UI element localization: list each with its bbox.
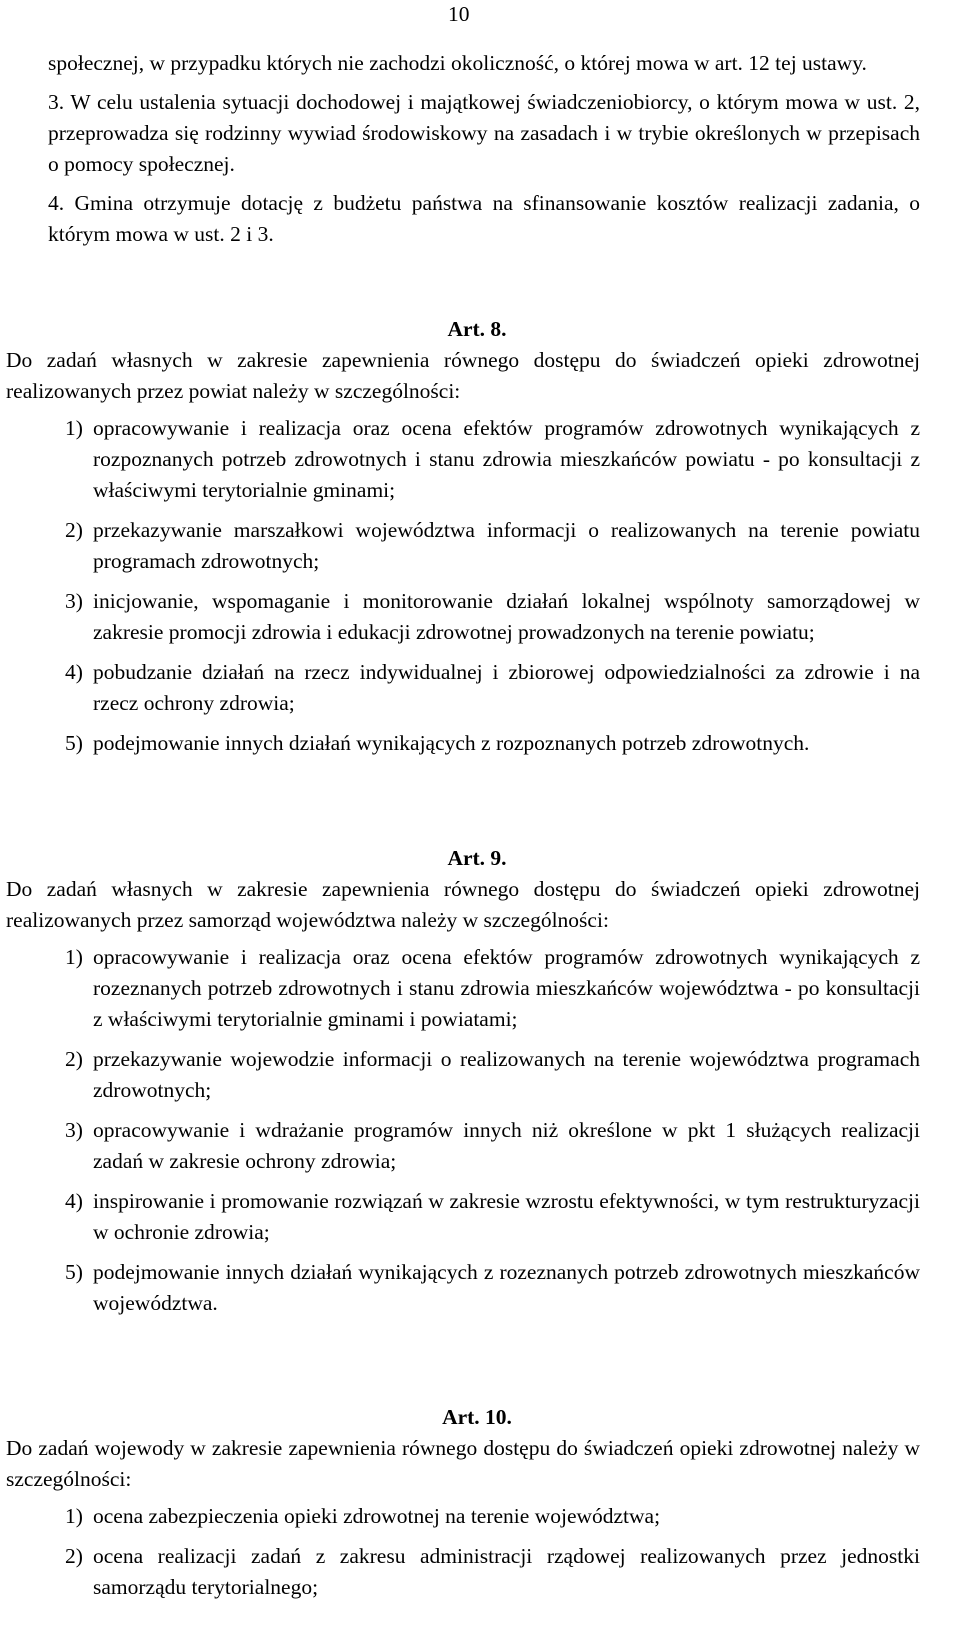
article-items — [6, 413, 920, 759]
list-item — [6, 657, 920, 719]
list-item — [6, 942, 920, 1035]
item-number: 5) — [65, 1260, 83, 1284]
item-number: 1) — [65, 1504, 83, 1528]
article-lead: Do zadań własnych w zakresie zapewnienia równego dostępu do świadczeń opieki zdrowotnej realizowanych przez samorząd województwa należy w szczególności: — [6, 877, 920, 932]
item-text: podejmowanie innych działań wynikających z rozeznanych potrzeb zdrowotnych mieszkańców województwa. — [93, 1260, 920, 1315]
article-10 — [6, 1402, 920, 1612]
list-item — [6, 1115, 920, 1177]
article-title: Art. 9. — [447, 846, 507, 870]
item-number: 3) — [65, 589, 83, 613]
intro-paragraph: 3. W celu ustalenia sytuacji dochodowej i majątkowej świadczeniobiorcy, o którym mowa w ust. 2, przeprowadza się rodzinny wywiad środowiskowy na zasadach i w trybie określonych w przepisach o pomocy społecznej. — [48, 90, 920, 176]
list-item — [6, 515, 920, 577]
item-text: opracowywanie i realizacja oraz ocena efektów programów zdrowotnych wynikających z rozeznanych potrzeb zdrowotnych i stanu zdrowia mieszkańców województwa - po konsultacji z właściwymi terytorialnie gminami i powiatami; — [93, 945, 920, 1031]
article-lead: Do zadań własnych w zakresie zapewnienia równego dostępu do świadczeń opieki zdrowotnej realizowanych przez powiat należy w szczególności: — [6, 348, 920, 403]
article-title: Art. 8. — [447, 317, 507, 341]
article-lead: Do zadań wojewody w zakresie zapewnienia równego dostępu do świadczeń opieki zdrowotnej należy w szczególności: — [6, 1436, 920, 1491]
item-number: 3) — [65, 1118, 83, 1142]
item-number: 5) — [65, 731, 83, 755]
item-text: opracowywanie i realizacja oraz ocena efektów programów zdrowotnych wynikających z rozpoznanych potrzeb zdrowotnych i stanu zdrowia mieszkańców powiatu - po konsultacji z właściwymi terytorialnie gminami; — [93, 416, 920, 502]
item-number: 4) — [65, 1189, 83, 1213]
item-text: ocena zabezpieczenia opieki zdrowotnej na terenie województwa; — [93, 1504, 661, 1528]
item-text: inicjowanie, wspomaganie i monitorowanie działań lokalnej wspólnoty samorządowej w zakresie promocji zdrowia i edukacji zdrowotnej prowadzonych na terenie powiatu; — [93, 589, 920, 644]
list-item — [6, 1257, 920, 1319]
item-number: 2) — [65, 1544, 83, 1568]
item-text: inspirowanie i promowanie rozwiązań w zakresie wzrostu efektywności, w tym restrukturyzacji w ochronie zdrowia; — [93, 1189, 920, 1244]
article-9 — [6, 843, 920, 1328]
article-items — [6, 942, 920, 1319]
list-item — [6, 1501, 920, 1532]
item-number: 1) — [65, 945, 83, 969]
item-text: przekazywanie wojewodzie informacji o realizowanych na terenie województwa programach zdrowotnych; — [93, 1047, 920, 1102]
list-item — [6, 413, 920, 506]
article-8 — [6, 314, 920, 768]
item-number: 2) — [65, 518, 83, 542]
item-number: 4) — [65, 660, 83, 684]
list-item — [6, 728, 920, 759]
item-text: opracowywanie i wdrażanie programów innych niż określone w pkt 1 służących realizacji zadań w zakresie ochrony zdrowia; — [93, 1118, 920, 1173]
item-text: przekazywanie marszałkowi województwa informacji o realizowanych na terenie powiatu programach zdrowotnych; — [93, 518, 920, 573]
intro-paragraph: społecznej, w przypadku których nie zachodzi okoliczność, o której mowa w art. 12 tej ustawy. — [48, 51, 867, 75]
list-item — [6, 1186, 920, 1248]
item-number: 1) — [65, 416, 83, 440]
item-text: ocena realizacji zadań z zakresu administracji rządowej realizowanych przez jednostki samorządu terytorialnego; — [93, 1544, 920, 1599]
intro-section — [48, 48, 920, 258]
list-item — [6, 1044, 920, 1106]
list-item — [6, 1541, 920, 1603]
page-number: 10 — [448, 2, 470, 26]
item-text: pobudzanie działań na rzecz indywidualnej i zbiorowej odpowiedzialności za zdrowie i na rzecz ochrony zdrowia; — [93, 660, 920, 715]
list-item — [6, 586, 920, 648]
article-title: Art. 10. — [442, 1405, 512, 1429]
intro-paragraph: 4. Gmina otrzymuje dotację z budżetu państwa na sfinansowanie kosztów realizacji zadania, o którym mowa w ust. 2 i 3. — [48, 191, 920, 246]
item-text: podejmowanie innych działań wynikających z rozpoznanych potrzeb zdrowotnych. — [93, 731, 810, 755]
item-number: 2) — [65, 1047, 83, 1071]
article-items — [6, 1501, 920, 1603]
